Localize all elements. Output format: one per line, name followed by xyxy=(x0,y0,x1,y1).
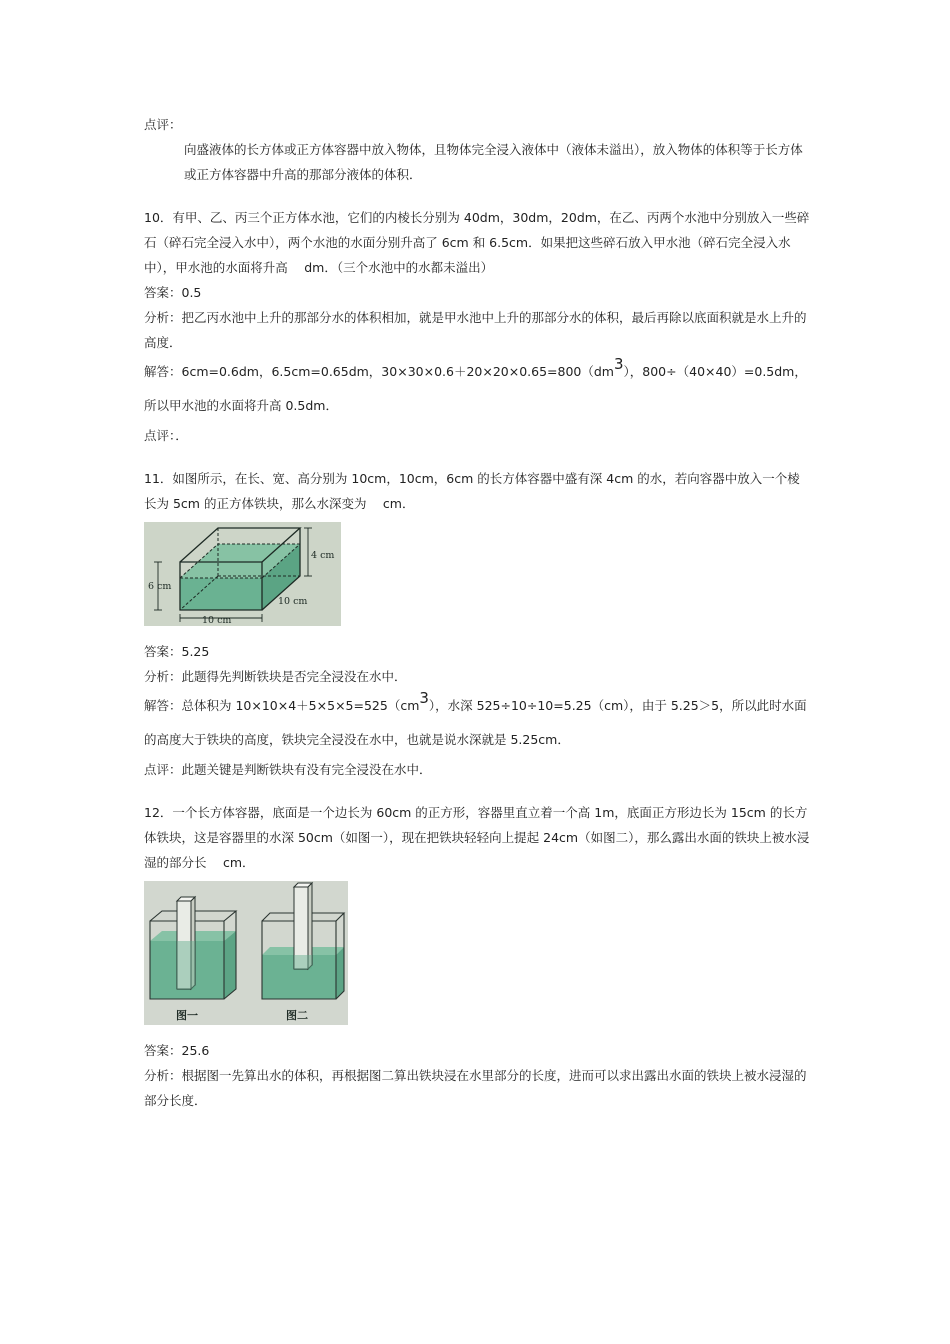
q10-analysis: 分析：把乙丙水池中上升的那部分水的体积相加，就是甲水池中上升的那部分水的体积，最后再除以底面积就是水上升的高度． xyxy=(144,310,807,350)
q11-figure xyxy=(144,522,810,629)
q11-review: 点评：此题关键是判断铁块有没有完全浸没在水中． xyxy=(144,762,432,777)
q11-solution-pre: 解答：总体积为 10×10×4＋5×5×5=525（cm xyxy=(144,698,420,713)
q10-solution-pre: 解答：6cm=0.6dm，6.5cm=0.65dm，30×30×0.6＋20×20×0.65=800（dm xyxy=(144,364,614,379)
q10-review: 点评：． xyxy=(144,428,188,443)
q10-answer: 答案：0.5 xyxy=(144,285,202,300)
q11-label-width: 10 cm xyxy=(278,596,308,607)
review-top-text: 向盛液体的长方体或正方体容器中放入物体，且物体完全浸入液体中（液体未溢出），放入物体的体积等于长方体或正方体容器中升高的那部分液体的体积． xyxy=(184,142,803,182)
q12-label-fig1: 图一 xyxy=(176,1009,198,1022)
q12-question: 12．一个长方体容器，底面是一个边长为 60cm 的正方形，容器里直立着一个高 1m，底面正方形边长为 15cm 的长方体铁块，这是容器里的水深 50cm（如图一），现在把铁块轻轻向上提起 24cm（如图二），那么露出水面的铁块上被水浸湿的部分长 cm． xyxy=(144,805,810,870)
q11-label-height: 6 cm xyxy=(148,581,172,592)
q11-solution-sup: 3 xyxy=(419,689,429,707)
q11-label-length: 10 cm xyxy=(202,615,232,626)
q12-figure xyxy=(144,881,810,1028)
q11-label-water-depth: 4 cm xyxy=(311,550,335,561)
document-page xyxy=(144,112,810,1113)
q11-answer: 答案：5.25 xyxy=(144,644,210,659)
q11-box-diagram xyxy=(144,522,341,626)
q12-tank-diagram xyxy=(144,881,348,1025)
q11-solution-post: ），水深 525÷10÷10=5.25（cm），由于 5.25＞5，所以此时水面的高度大于铁块的高度，铁块完全浸没在水中，也就是说水深就是 5.25cm． xyxy=(144,698,807,747)
q11-analysis: 分析：此题得先判断铁块是否完全浸没在水中． xyxy=(144,669,407,684)
q10-solution-post: ），800÷（40×40）=0.5dm，所以甲水池的水面将升高 0.5dm． xyxy=(144,364,807,413)
q10-solution-sup: 3 xyxy=(613,355,624,373)
q12-analysis: 分析：根据图一先算出水的体积，再根据图二算出铁块浸在水里部分的长度，进而可以求出露出水面的铁块上被水浸湿的部分长度． xyxy=(144,1068,807,1108)
q12-label-fig2: 图二 xyxy=(286,1009,308,1022)
q11-question: 11．如图所示，在长、宽、高分别为 10cm，10cm，6cm 的长方体容器中盛有深 4cm 的水，若向容器中放入一个棱长为 5cm 的正方体铁块，那么水深变为 cm． xyxy=(144,471,800,511)
q10-solution xyxy=(144,355,810,423)
q11-solution xyxy=(144,689,810,757)
review-top-label: 点评： xyxy=(144,117,182,132)
q12-answer: 答案：25.6 xyxy=(144,1043,210,1058)
q10-question: 10．有甲、乙、丙三个正方体水池，它们的内棱长分别为 40dm，30dm，20dm，在乙、丙两个水池中分别放入一些碎石（碎石完全浸入水中），两个水池的水面分别升高了 6cm 和 6.5cm．如果把这些碎石放入甲水池（碎石完全浸入水中），甲水池的水面将升高 dm．（三个水池中的水都未溢出） xyxy=(144,210,810,275)
